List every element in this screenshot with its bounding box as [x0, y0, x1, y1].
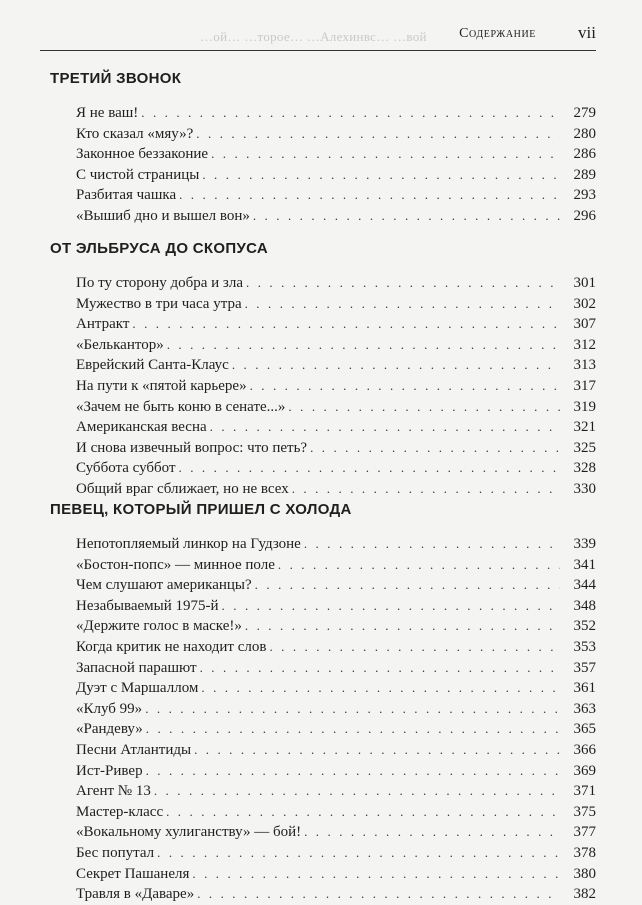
- chapter-page-number: 348: [573, 597, 596, 614]
- chapter-title: «Зачем не быть коню в сенате...»: [76, 398, 286, 415]
- chapter-title: Запасной парашют: [76, 659, 197, 676]
- dot-leader: [145, 699, 560, 720]
- dot-leader: [245, 616, 560, 637]
- toc-entry[interactable]: [76, 335, 596, 356]
- chapter-page-number: 330: [573, 480, 596, 497]
- chapter-page-number: 380: [573, 865, 596, 882]
- dot-leader: [146, 719, 560, 740]
- toc-entry[interactable]: [76, 761, 596, 782]
- chapter-page-number: 293: [573, 187, 596, 204]
- chapter-page-number: 307: [573, 316, 596, 333]
- chapter-title: Антракт: [76, 316, 130, 333]
- chapter-title: Когда критик не находит слов: [76, 638, 267, 655]
- toc-entry[interactable]: [76, 781, 596, 802]
- toc-entry[interactable]: [76, 822, 596, 843]
- chapter-title: Суббота суббот: [76, 460, 176, 477]
- chapter-title: На пути к «пятой карьере»: [76, 377, 247, 394]
- chapter-page-number: 344: [573, 577, 596, 594]
- running-head-title: Содержание: [459, 26, 536, 41]
- toc-entry[interactable]: [76, 376, 596, 397]
- section-heading: ОТ ЭЛЬБРУСА ДО СКОПУСА: [50, 240, 268, 257]
- dot-leader: [304, 822, 560, 843]
- toc-entry[interactable]: [76, 124, 596, 145]
- page-number: vii: [578, 23, 596, 42]
- dot-leader: [132, 314, 560, 335]
- chapter-page-number: 361: [573, 680, 596, 697]
- chapter-title: «Вышиб дно и вышел вон»: [76, 207, 250, 224]
- dot-leader: [200, 658, 560, 679]
- toc-entry[interactable]: [76, 884, 596, 905]
- chapter-page-number: 313: [573, 357, 596, 374]
- chapter-title: Еврейский Санта-Клаус: [76, 357, 229, 374]
- dot-leader: [269, 637, 560, 658]
- dot-leader: [246, 273, 560, 294]
- chapter-title: Непотопляемый линкор на Гудзоне: [76, 536, 301, 552]
- dot-leader: [245, 294, 560, 315]
- toc-entry[interactable]: [76, 438, 596, 459]
- section-heading: ПЕВЕЦ, КОТОРЫЙ ПРИШЕЛ С ХОЛОДА: [50, 501, 352, 518]
- chapter-title: По ту сторону добра и зла: [76, 275, 243, 291]
- chapter-page-number: 339: [573, 536, 596, 552]
- chapter-page-number: 352: [573, 618, 596, 635]
- chapter-title: Песни Атлантиды: [76, 741, 192, 758]
- toc-entry[interactable]: [76, 185, 596, 206]
- chapter-title: Ист-Ривер: [76, 762, 143, 779]
- toc-entry[interactable]: [76, 637, 596, 658]
- chapter-page-number: 382: [573, 886, 596, 903]
- dot-leader: [210, 417, 560, 438]
- dot-leader: [310, 438, 560, 459]
- toc-section: [50, 499, 596, 905]
- chapter-page-number: 289: [573, 166, 596, 183]
- chapter-title: Кто сказал «мяу»?: [76, 125, 194, 142]
- chapter-title: И снова извечный вопрос: что петь?: [76, 439, 308, 456]
- chapter-title: Разбитая чашка: [76, 187, 177, 204]
- chapter-page-number: 377: [573, 824, 596, 841]
- chapter-page-number: 375: [573, 803, 596, 820]
- toc-entry[interactable]: [76, 534, 596, 555]
- chapter-page-number: 312: [573, 336, 596, 353]
- chapter-title: Общий враг сближает, но не всех: [76, 480, 289, 497]
- chapter-page-number: 317: [573, 377, 596, 394]
- toc-entry[interactable]: [76, 658, 596, 679]
- dot-leader: [197, 884, 560, 905]
- dot-leader: [278, 555, 560, 576]
- chapter-page-number: 280: [573, 125, 596, 142]
- chapter-page-number: 341: [573, 556, 596, 573]
- dot-leader: [146, 761, 560, 782]
- chapter-page-number: 369: [573, 762, 596, 779]
- chapter-page-number: 325: [573, 439, 596, 456]
- section-heading: ТРЕТИЙ ЗВОНОК: [50, 70, 182, 87]
- toc-entry[interactable]: [76, 206, 596, 227]
- dot-leader: [253, 206, 560, 227]
- chapter-title: Секрет Пашанеля: [76, 865, 190, 882]
- toc-section: [50, 238, 596, 500]
- toc-entry[interactable]: [76, 479, 596, 500]
- toc-entry[interactable]: [76, 273, 596, 294]
- toc-entry[interactable]: [76, 103, 596, 124]
- dot-leader: [194, 740, 560, 761]
- chapter-title: Я не ваш!: [76, 105, 139, 121]
- chapter-page-number: 357: [573, 659, 596, 676]
- toc-section: [50, 68, 596, 227]
- bleed-through-text: …ой… …торое… …Алехинвс… …вой: [200, 29, 427, 44]
- chapter-title: Травля в «Даваре»: [76, 886, 195, 903]
- dot-leader: [179, 185, 560, 206]
- dot-leader: [157, 843, 560, 864]
- chapter-title: С чистой страницы: [76, 166, 200, 183]
- chapter-title: Чем слушают американцы?: [76, 577, 252, 594]
- toc-entry[interactable]: [76, 864, 596, 885]
- chapter-page-number: 365: [573, 721, 596, 738]
- chapter-page-number: 302: [573, 295, 596, 312]
- toc-entry[interactable]: [76, 397, 596, 418]
- chapter-page-number: 286: [573, 146, 596, 163]
- toc-entry[interactable]: [76, 417, 596, 438]
- toc-entry[interactable]: [76, 458, 596, 479]
- chapter-page-number: 328: [573, 460, 596, 477]
- chapter-page-number: 353: [573, 638, 596, 655]
- chapter-title: Мужество в три часа утра: [76, 295, 242, 312]
- dot-leader: [167, 335, 560, 356]
- chapter-page-number: 378: [573, 844, 596, 861]
- toc-entry[interactable]: [76, 575, 596, 596]
- dot-leader: [202, 165, 560, 186]
- toc-entry[interactable]: [76, 802, 596, 823]
- chapter-title: Американская весна: [76, 419, 207, 436]
- dot-leader: [179, 458, 560, 479]
- toc-entry[interactable]: [76, 355, 596, 376]
- chapter-title: «Бостон-попс» — минное поле: [76, 556, 275, 573]
- toc-entry[interactable]: [76, 678, 596, 699]
- chapter-title: Бес попутал: [76, 844, 155, 861]
- chapter-title: «Белькантор»: [76, 336, 164, 353]
- chapter-title: «Держите голос в маске!»: [76, 618, 242, 635]
- dot-leader: [166, 802, 560, 823]
- toc-entry[interactable]: [76, 294, 596, 315]
- chapter-title: Законное беззаконие: [76, 146, 209, 163]
- chapter-title: «Клуб 99»: [76, 700, 143, 717]
- dot-leader: [232, 355, 560, 376]
- dot-leader: [304, 534, 560, 555]
- chapter-title: Агент № 13: [76, 783, 151, 800]
- chapter-title: «Рандеву»: [76, 721, 143, 738]
- dot-leader: [255, 575, 560, 596]
- dot-leader: [196, 124, 560, 145]
- chapter-page-number: 301: [573, 275, 596, 291]
- dot-leader: [222, 596, 560, 617]
- chapter-page-number: 363: [573, 700, 596, 717]
- dot-leader: [288, 397, 560, 418]
- toc-entry[interactable]: [76, 616, 596, 637]
- chapter-page-number: 279: [573, 105, 596, 121]
- toc-entry[interactable]: [76, 843, 596, 864]
- chapter-page-number: 321: [573, 419, 596, 436]
- chapter-page-number: 366: [573, 741, 596, 758]
- dot-leader: [292, 479, 560, 500]
- dot-leader: [192, 864, 560, 885]
- chapter-page-number: 371: [573, 783, 596, 800]
- dot-leader: [141, 103, 560, 124]
- toc-entry[interactable]: [76, 596, 596, 617]
- dot-leader: [250, 376, 560, 397]
- toc-entry[interactable]: [76, 555, 596, 576]
- toc-entry[interactable]: [76, 144, 596, 165]
- toc-entry[interactable]: [76, 719, 596, 740]
- toc-entry[interactable]: [76, 165, 596, 186]
- chapter-title: Мастер-класс: [76, 803, 164, 820]
- toc-entry[interactable]: [76, 699, 596, 720]
- chapter-page-number: 296: [573, 207, 596, 224]
- chapter-title: «Вокальному хулиганству» — бой!: [76, 824, 302, 841]
- chapter-title: Дуэт с Маршаллом: [76, 680, 199, 697]
- toc-entry[interactable]: [76, 740, 596, 761]
- running-header: [40, 20, 596, 51]
- dot-leader: [201, 678, 560, 699]
- dot-leader: [211, 144, 560, 165]
- chapter-page-number: 319: [573, 398, 596, 415]
- chapter-title: Незабываемый 1975-й: [76, 597, 219, 614]
- toc-entry[interactable]: [76, 314, 596, 335]
- dot-leader: [154, 781, 560, 802]
